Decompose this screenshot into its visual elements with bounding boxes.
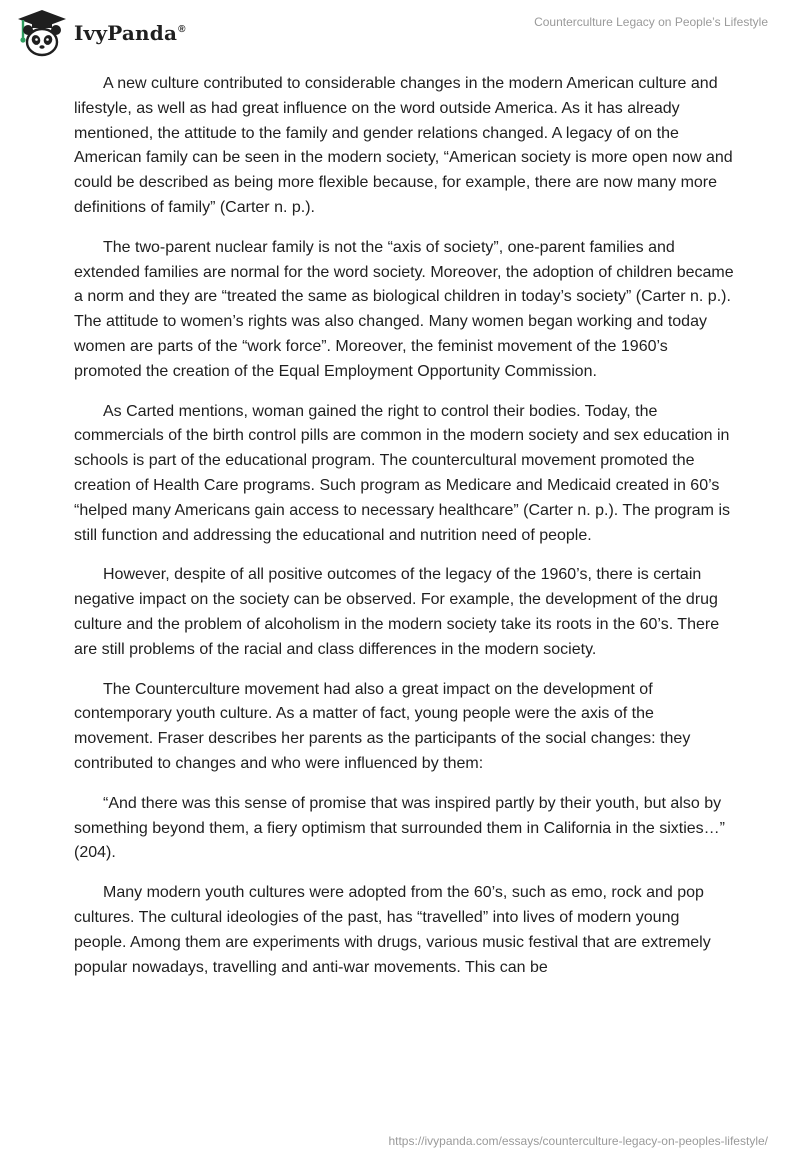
essay-body	[74, 72, 734, 995]
paragraph-1: A new culture contributed to considerable changes in the modern American culture and lifestyle, as well as had great influence on the word outside America. As it has already mentioned, the attitude to the family and gender relations changed. A legacy of on the American family can be seen in the modern society, “American society is more open now and could be described as being more flexible because, for example, there are now many more definitions of family” (Carter n. p.).	[74, 75, 733, 216]
paragraph-4: However, despite of all positive outcomes of the legacy of the 1960’s, there is certain negative impact on the society can be observed. For example, the development of the drug culture and the problem of alcoholism in the modern society take its roots in the 60’s. There are still problems of the racial and class differences in the modern society.	[74, 566, 720, 658]
paragraph-7: Many modern youth cultures were adopted from the 60’s, such as emo, rock and pop cultures. The cultural ideologies of the past, has “travelled” into lives of modern young people. Among them are experiments with drugs, various music festival that are extremely popular nowadays, travelling and anti-war movements. This can be	[74, 884, 711, 976]
ivypanda-logo[interactable]	[14, 8, 186, 58]
brand-name: IvyPanda®	[74, 21, 186, 45]
block-quote: “And there was this sense of promise that was inspired partly by their youth, but also by something beyond them, a fiery optimism that surrounded them in California in the sixties…” (204).	[74, 794, 725, 862]
source-url[interactable]: https://ivypanda.com/essays/counterculture-legacy-on-peoples-lifestyle/	[388, 1134, 768, 1148]
registered-mark: ®	[178, 24, 186, 36]
page-header	[0, 0, 800, 66]
document-title: Counterculture Legacy on People’s Lifestyle	[534, 15, 768, 29]
paragraph-3: As Carted mentions, woman gained the right to control their bodies. Today, the commercials of the birth control pills are common in the modern society and sex education in schools is part of the educational program. The countercultural movement promoted the creation of Health Care programs. Such program as Medicare and Medicaid created in 60’s “helped many Americans gain access to necessary healthcare” (Carter n. p.). The program is still function and addressing the educational and nutrition need of people.	[74, 402, 730, 544]
paragraph-2: The two-parent nuclear family is not the “axis of society”, one-parent families and extended families are normal for the word society. Moreover, the adoption of children became a norm and they are “treated the same as biological children in today’s society” (Carter n. p.). The attitude to women’s rights was also changed. Many women began working and today women are parts of the “work force”. Moreover, the feminist movement of the 1960’s promoted the creation of the Equal Employment Opportunity Commission.	[74, 238, 734, 380]
paragraph-5: The Counterculture movement had also a great impact on the development of contemporary youth culture. As a matter of fact, young people were the axis of the movement. Fraser describes her parents as the participants of the social changes: they contributed to changes and who were influenced by them:	[74, 680, 691, 772]
panda-graduation-cap-logo-icon	[14, 8, 70, 58]
